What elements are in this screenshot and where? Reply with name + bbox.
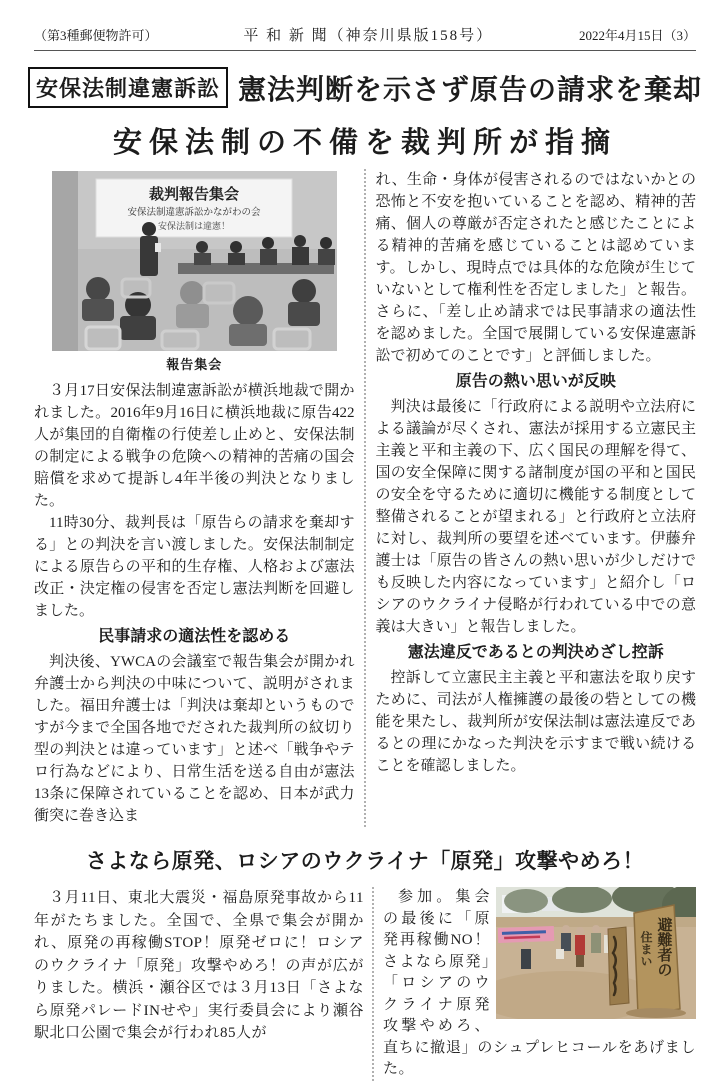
main-article-left-column <box>34 169 364 827</box>
main-headline-row <box>34 67 703 108</box>
subheading-appeal: 憲法違反であるとの判決めざし控訴 <box>407 644 664 661</box>
meeting-photo-illustration <box>52 171 337 351</box>
article-paragraph: 参加。集会の最後に「原発再稼働NO！さよなら原発」「ロシアのウクライナ原発攻撃やめろ、直ちに撤退」のシュプレヒコールをあげました。 <box>383 889 696 1077</box>
park-rally-photo <box>496 887 696 1019</box>
main-article <box>34 169 696 827</box>
bottom-headline: さよなら原発、ロシアのウクライナ「原発」攻撃やめろ！ <box>85 850 645 873</box>
meeting-photo <box>52 171 337 351</box>
banner-line2: 安保法制違憲訴訟かながわの会 <box>127 207 261 218</box>
subheading-plaintiffs-feelings: 原告の熱い思いが反映 <box>455 373 616 390</box>
sign-calligraphy-1: 避難者の <box>655 917 673 977</box>
issue-date: 2022年4月15日（3） <box>578 28 696 43</box>
article-paragraph: ３月17日安保法制違憲訴訟が横浜地裁で開かれました。2016年9月16日に横浜地裁に原告422人が集団的自衛権の行使差し止めと、安保法制の制定による戦争の危険への精神的苦痛の国会賠償を求めて提訴し4年半後の判決となりました。 <box>34 383 355 509</box>
bottom-article-left-column <box>34 887 374 1081</box>
sign-calligraphy-2: 住まい <box>639 931 653 967</box>
article-paragraph: ３月11日、東北大震災・福島原発事故から11年がたちました。全国で、全県で集会が開かれ、原発の再稼働STOP！原発ゼロに！ロシアのウクライナ「原発」攻撃やめろ！の声が広がりました。横浜・瀬谷区では３月13日「さよなら原発パレードINせや」実行委員会により瀬谷駅北口公園で集会が行われ85人が <box>34 890 364 1041</box>
article-paragraph: 判決は最後に「行政府による説明や立法府による議論が尽くされ、憲法が採用する立憲民主主義と平和主義の下、広く国民の理解を得て、国の安全保障に関する諸制度が国の平和と国民の安全を守るために適切に機能する制度として整備されることが望まれる」と行政府と立法府に対し、裁判所の要望を述べています。伊藤弁護士は「原告の皆さんの熱い思いが少しだけでも反映した内容になっています」と紹介し「ロシアのウクライナ侵略が行われている中での意義は大きい」と報告しました。 <box>375 399 696 635</box>
main-headline: 憲法判断を示さず原告の請求を棄却 <box>238 73 703 105</box>
cardboard-sign-small <box>608 927 629 1005</box>
paper-title: 平 和 新 聞（神奈川県版158号） <box>243 28 494 44</box>
sub-headline: 安保法制の不備を裁判所が指摘 <box>112 127 617 159</box>
headline-kicker-box: 安保法制違憲訴訟 <box>28 67 228 108</box>
masthead <box>34 24 696 51</box>
speaker-figure <box>142 222 156 236</box>
postal-permit: （第3種郵便物許可） <box>34 28 158 43</box>
bottom-article <box>34 887 696 1081</box>
banner-line1: 裁判報告集会 <box>148 186 239 203</box>
banner-line3: 安保法制は違憲！ <box>157 221 230 231</box>
park-rally-photo-illustration <box>496 887 696 1019</box>
bottom-article-right-column <box>374 887 696 1081</box>
main-article-right-column <box>364 169 697 827</box>
red-jacket-person <box>575 935 585 955</box>
subheading-civil-claim: 民事請求の適法性を認める <box>98 628 291 645</box>
article-paragraph: 11時30分、裁判長は「原告らの請求を棄却する」との判決を言い渡しました。安保法制制定による原告らの平和的生存権、人格および憲法改正・決定権の侵害を否定し憲法判断を回避しました。 <box>34 515 355 619</box>
article-paragraph: 控訴して立憲民主主義と平和憲法を取り戻すために、司法が人権擁護の最後の砦としての機能を果たし、裁判所が安保法制は憲法違反であるとの理にかなった判決を示すまで戦い続けることを確認しました。 <box>375 670 696 774</box>
photo-caption: 報告集会 <box>166 357 223 372</box>
article-paragraph: 判決後、YWCAの会議室で報告集会が開かれ弁護士から判決の中味について、説明がされました。福田弁護士は「判決は棄却というものですが今まで全国各地でだされた裁判所の紋切り型の判決とは違っています」と述べ「戦争やテロ行為などにより、日常生活を送る自由が憲法13条に保障されていることを認め、日本が武力衝突に巻き込ま <box>34 654 355 824</box>
article-paragraph: れ、生命・身体が侵害されるのではないかとの恐怖と不安を抱いていることを認め、精神的苦痛、個人の尊厳が否定されたと感じたことによる精神的苦痛を感じていることは認めています。しかし、現時点では具体的な危険が生じていないとして権利性を否定しました」と報告。さらに、「差し止め請求では民事請求の適法性を認めました。全国で展開している安保違憲訴訟で初めてのことです」と評価しました。 <box>375 172 696 364</box>
